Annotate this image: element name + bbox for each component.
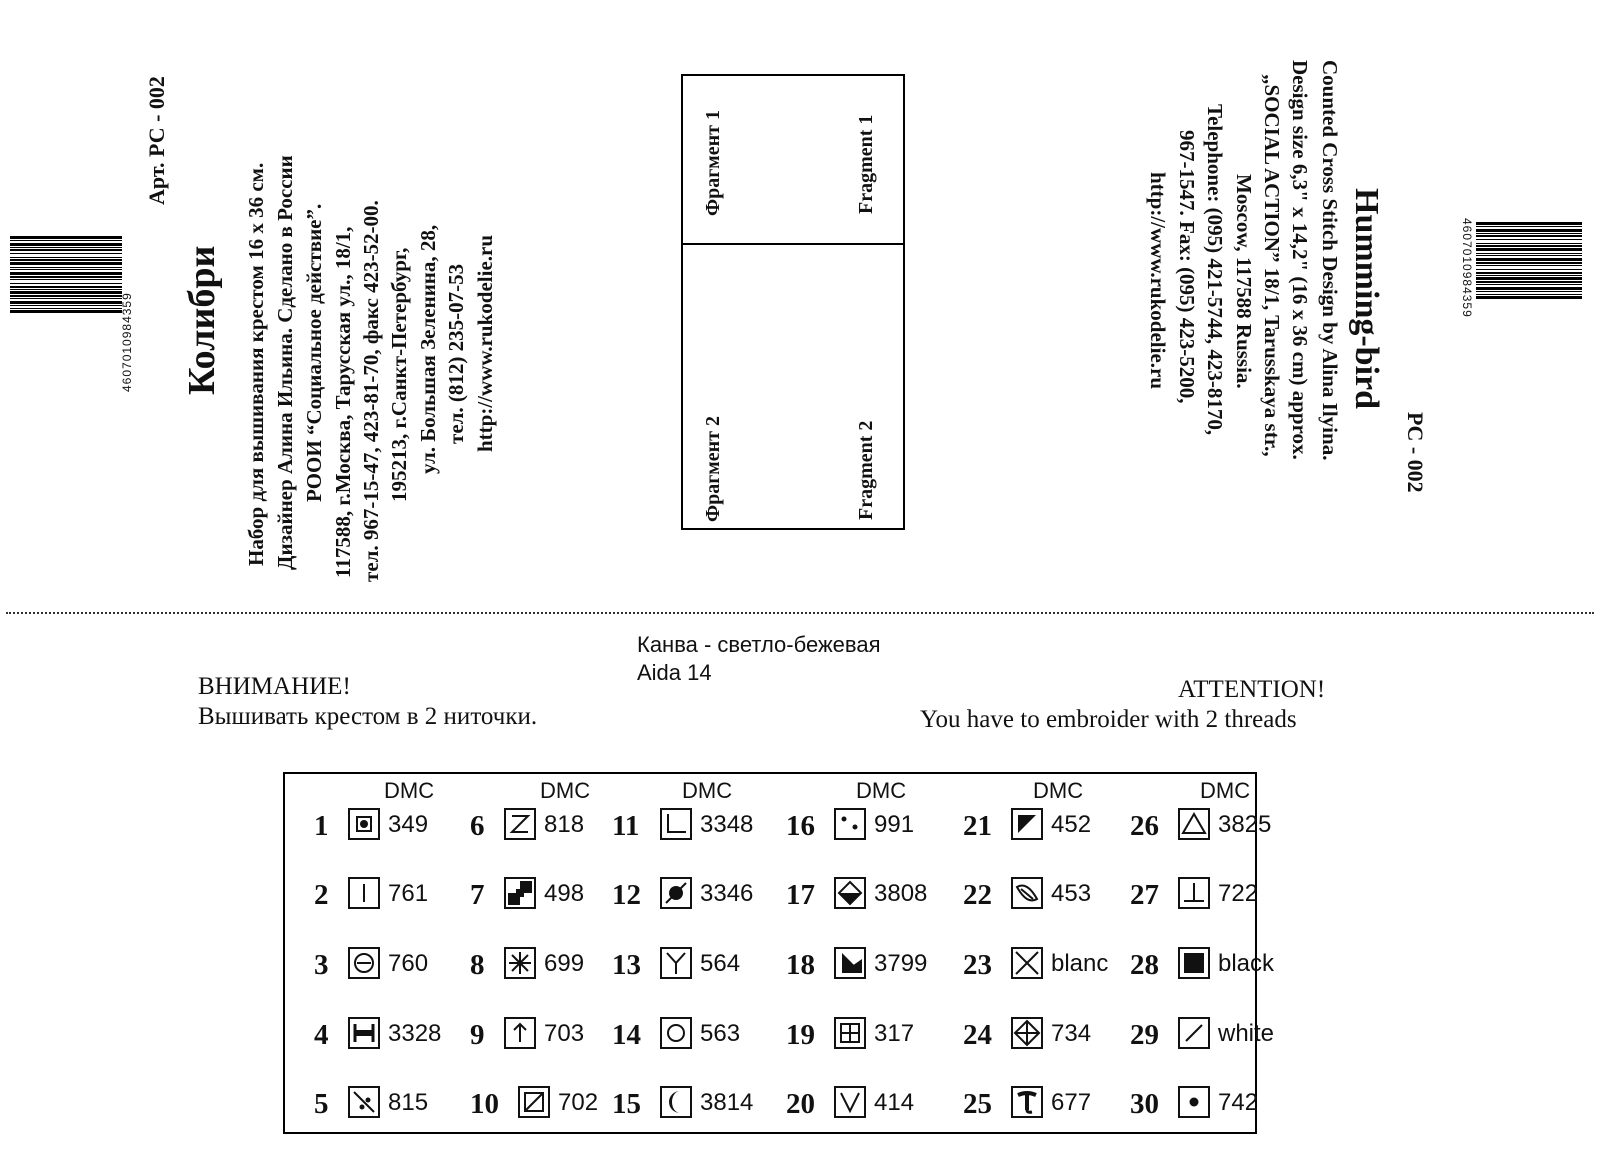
dmc-code: blanc bbox=[1051, 950, 1109, 977]
en-info-line: 967-1547. Fax: (095) 423-5200, bbox=[1175, 130, 1199, 404]
dmc-code: 699 bbox=[544, 950, 585, 977]
theta-circle-icon bbox=[348, 947, 380, 979]
legend-number: 14 bbox=[612, 1019, 641, 1051]
asterisk-icon bbox=[504, 947, 536, 979]
dmc-code: 760 bbox=[388, 950, 429, 977]
legend-number: 25 bbox=[963, 1088, 992, 1120]
legend-number: 3 bbox=[314, 949, 329, 981]
dmc-code: 349 bbox=[388, 811, 429, 838]
fragment-2-en: Fragment 2 bbox=[855, 420, 877, 520]
legend-number: 9 bbox=[470, 1019, 485, 1051]
legend-number: 1 bbox=[314, 810, 329, 842]
barcode-right-digits: 4607010984359 bbox=[1460, 218, 1474, 318]
dmc-code: 3346 bbox=[700, 880, 754, 907]
dmc-header: DMC bbox=[682, 778, 733, 803]
dmc-header: DMC bbox=[540, 778, 591, 803]
legend-number: 20 bbox=[786, 1088, 815, 1120]
z-icon bbox=[504, 808, 536, 840]
attention-en-text: You have to embroider with 2 threads bbox=[920, 706, 1297, 733]
dmc-code: white bbox=[1218, 1020, 1275, 1047]
dmc-code: 3814 bbox=[700, 1089, 754, 1116]
dmc-code: 991 bbox=[874, 811, 915, 838]
vertical-bar-icon bbox=[348, 877, 380, 909]
ru-info-line: 117588, г.Москва, Тарусская ул., 18/1, bbox=[331, 226, 355, 578]
dmc-code: 722 bbox=[1218, 880, 1259, 907]
legend-number: 23 bbox=[963, 949, 992, 981]
legend-number: 26 bbox=[1130, 810, 1159, 842]
dmc-code: 317 bbox=[874, 1020, 915, 1047]
dmc-header: DMC bbox=[856, 778, 907, 803]
legend-number: 27 bbox=[1130, 879, 1159, 911]
dmc-header: DMC bbox=[1200, 778, 1251, 803]
ru-info-line: Дизайнер Алина Ильина. Сделано в России bbox=[273, 155, 297, 570]
article-number: Арт. РС - 002 bbox=[144, 76, 169, 205]
dmc-code: 702 bbox=[558, 1089, 599, 1116]
tau-icon bbox=[1011, 1086, 1043, 1118]
en-info-line: Moscow, 117588 Russia. bbox=[1232, 174, 1256, 389]
inner-corner-icon bbox=[660, 808, 692, 840]
dmc-code: 742 bbox=[1218, 1089, 1259, 1116]
canvas-type: Aida 14 bbox=[637, 660, 712, 685]
dmc-header: DMC bbox=[1033, 778, 1084, 803]
diamond-half-icon bbox=[834, 877, 866, 909]
legend-number: 7 bbox=[470, 879, 485, 911]
filled-square-icon bbox=[1178, 947, 1210, 979]
wedge-icon bbox=[834, 947, 866, 979]
dmc-code: 414 bbox=[874, 1089, 915, 1116]
legend-number: 12 bbox=[612, 879, 641, 911]
barcode-bar bbox=[10, 310, 122, 313]
attention-ru-text: Вышивать крестом в 2 ниточки. bbox=[198, 703, 538, 730]
up-arrow-icon bbox=[504, 1017, 536, 1049]
slash-icon bbox=[1178, 1017, 1210, 1049]
legend-number: 8 bbox=[470, 949, 485, 981]
barcode-right bbox=[1476, 222, 1582, 370]
ru-info-line: ул. Большая Зеленина, 28, bbox=[416, 224, 440, 474]
circle-icon bbox=[660, 1017, 692, 1049]
dmc-code: 563 bbox=[700, 1020, 741, 1047]
ru-info-line: тел. 967-15-47, 423-81-70, факс 423-52-00. bbox=[359, 200, 383, 582]
small-dot-icon bbox=[1178, 1086, 1210, 1118]
fragment-2-ru: Фрагмент 2 bbox=[702, 416, 724, 522]
cut-line bbox=[6, 612, 1594, 614]
ru-info-line: Набор для вышивания крестом 16 х 36 см. bbox=[244, 162, 268, 566]
legend-number: 28 bbox=[1130, 949, 1159, 981]
ru-info-line: РООИ “Социальное действие”. bbox=[302, 203, 326, 502]
grid-icon bbox=[834, 1017, 866, 1049]
legend-number: 11 bbox=[612, 810, 640, 842]
dmc-code: 498 bbox=[544, 880, 585, 907]
dmc-code: 815 bbox=[388, 1089, 429, 1116]
barcode-left-digits: 4607010984359 bbox=[120, 292, 134, 392]
attention-en-heading: ATTENTION! bbox=[1178, 676, 1326, 703]
ru-info-line: http://www.rukodelie.ru bbox=[473, 234, 497, 452]
color-legend bbox=[283, 772, 1257, 1134]
y-icon bbox=[660, 947, 692, 979]
crescent-icon bbox=[660, 1086, 692, 1118]
legend-number: 2 bbox=[314, 879, 329, 911]
dmc-code: 3799 bbox=[874, 950, 928, 977]
dmc-code: 452 bbox=[1051, 811, 1092, 838]
diamond-cross-icon bbox=[1011, 1017, 1043, 1049]
en-info-line: http://www.rukodelie.ru bbox=[1146, 172, 1170, 390]
barcode-left bbox=[10, 236, 122, 384]
dmc-code: 3328 bbox=[388, 1020, 442, 1047]
x-icon bbox=[1011, 947, 1043, 979]
canvas-color: Канва - светло-бежевая bbox=[637, 632, 881, 657]
legend-number: 16 bbox=[786, 810, 815, 842]
dmc-code: 564 bbox=[700, 950, 741, 977]
legend-number: 4 bbox=[314, 1019, 329, 1051]
percent-diagonal-icon bbox=[348, 1086, 380, 1118]
half-filled-icon bbox=[1011, 808, 1043, 840]
en-info-line: Telephone: (095) 421-5744, 423-8170, bbox=[1203, 104, 1227, 436]
legend-number: 6 bbox=[470, 810, 485, 842]
dmc-code: 453 bbox=[1051, 880, 1092, 907]
dmc-code: 761 bbox=[388, 880, 429, 907]
legend-number: 19 bbox=[786, 1019, 815, 1051]
legend-number: 22 bbox=[963, 879, 992, 911]
ru-info-line: тел. (812) 235-07-53 bbox=[444, 263, 468, 444]
h-beam-icon bbox=[348, 1017, 380, 1049]
triangle-icon bbox=[1178, 808, 1210, 840]
en-info-line: Counted Cross Stitch Design by Alina Ilyina. bbox=[1318, 60, 1342, 461]
attention-ru-heading: ВНИМАНИЕ! bbox=[198, 673, 351, 700]
legend-number: 21 bbox=[963, 810, 992, 842]
dmc-code: 703 bbox=[544, 1020, 585, 1047]
v-icon bbox=[834, 1086, 866, 1118]
diagonal-box-icon bbox=[518, 1086, 550, 1118]
dmc-code: 734 bbox=[1051, 1020, 1092, 1047]
up-tack-icon bbox=[1178, 877, 1210, 909]
filled-circle-slash-icon bbox=[660, 877, 692, 909]
dmc-header: DMC bbox=[384, 778, 435, 803]
ru-info-line: 195213, г.Санкт-Петербург, bbox=[387, 247, 411, 502]
dmc-code: 3825 bbox=[1218, 811, 1272, 838]
dmc-code: 818 bbox=[544, 811, 585, 838]
legend-number: 15 bbox=[612, 1088, 641, 1120]
leaf-icon bbox=[1011, 877, 1043, 909]
checker-icon bbox=[504, 877, 536, 909]
title-en: Humming-bird bbox=[1348, 188, 1385, 410]
legend-number: 17 bbox=[786, 879, 815, 911]
dmc-code: 3348 bbox=[700, 811, 754, 838]
product-code: PC - 002 bbox=[1403, 412, 1428, 493]
title-ru: Колибри bbox=[181, 245, 223, 395]
legend-number: 29 bbox=[1130, 1019, 1159, 1051]
legend-number: 24 bbox=[963, 1019, 992, 1051]
en-info-line: Design size 6,3" x 14,2" (16 x 36 cm) approx. bbox=[1288, 60, 1312, 460]
legend-number: 30 bbox=[1130, 1088, 1159, 1120]
dmc-code: 677 bbox=[1051, 1089, 1092, 1116]
legend-number: 18 bbox=[786, 949, 815, 981]
legend-number: 5 bbox=[314, 1088, 329, 1120]
dmc-code: 3808 bbox=[874, 880, 928, 907]
dmc-code: black bbox=[1218, 950, 1275, 977]
fragment-divider bbox=[681, 243, 905, 245]
barcode-bar bbox=[1476, 296, 1582, 299]
en-info-line: „SOCIAL ACTION” 18/1, Tarusskaya str., bbox=[1260, 74, 1284, 457]
dots-icon bbox=[834, 808, 866, 840]
legend-number: 13 bbox=[612, 949, 641, 981]
legend-number: 10 bbox=[470, 1088, 499, 1120]
fragment-1-en: Fragment 1 bbox=[855, 114, 877, 214]
fragment-1-ru: Фрагмент 1 bbox=[702, 110, 724, 216]
dot-in-square-icon bbox=[348, 808, 380, 840]
